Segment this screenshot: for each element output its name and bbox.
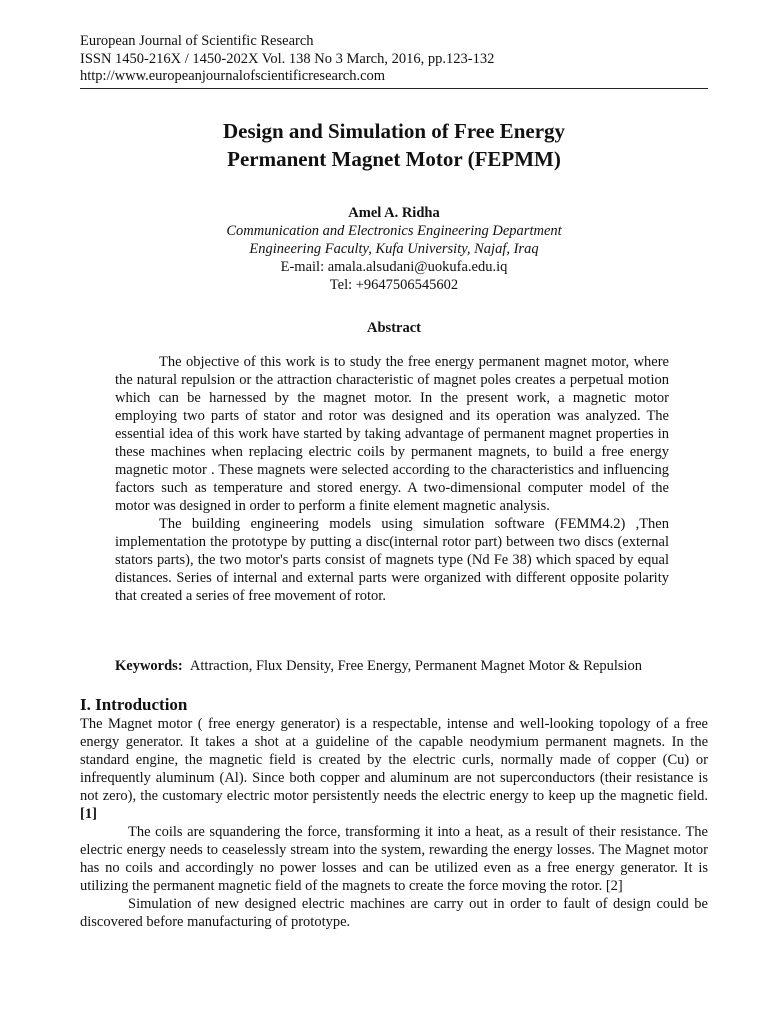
keywords-text: Attraction, Flux Density, Free Energy, Permanent Magnet Motor & Repulsion (189, 658, 643, 674)
author-department: Communication and Electronics Engineering Department (226, 223, 562, 239)
title-line-1: Design and Simulation of Free Energy (222, 119, 566, 143)
abstract-heading: Abstract (367, 320, 421, 336)
author-block (80, 204, 708, 294)
journal-url[interactable]: http://www.europeanjournalofscientificresearch.com (80, 68, 386, 84)
journal-header (80, 33, 494, 86)
abstract-paragraph-2: The building engineering models using simulation software (FEMM4.2) ,Then implementation the prototype by putting a disc(internal rotor part) between two discs (external stators parts), the two motor's parts consist of magnets type (Nd Fe 38) which spaced by equal distances. Series of internal and external parts were organized with different opposite polarity that created a series of free movement of rotor. (115, 516, 669, 604)
keywords-label: Keywords: (115, 658, 183, 674)
intro-paragraph-2: The coils are squandering the force, transforming it into a heat, as a result of their resistance. The electric energy needs to ceaselessly stream into the system, rewarding the energy losses. The Magnet motor has no coils and accordingly no power losses and can be utilized even as a free energy generator. It is utilizing the permanent magnetic field of the magnets to create the force moving the rotor. [2] (80, 824, 708, 894)
author-email: E-mail: amala.alsudani@uokufa.edu.iq (280, 259, 508, 275)
paper-title (80, 117, 708, 173)
intro-paragraph-3: Simulation of new designed electric machines are carry out in order to fault of design could be discovered before manufacturing of prototype. (80, 896, 708, 930)
journal-issn: ISSN 1450-216X / 1450-202X Vol. 138 No 3 March, 2016, pp.123-132 (80, 50, 495, 67)
author-name: Amel A. Ridha (348, 205, 440, 221)
intro-paragraph-1-text: The Magnet motor ( free energy generator) is a respectable, intense and well-looking topology of a free energy generator. It takes a shot at a guideline of the capable neodymium permanent magnets. In the standard engine, the magnetic field is created by the electric curls, normally made of copper (Cu) or infrequently aluminum (Al). Since both copper and aluminum are not superconductors (their resistance is not zero), the customary electric motor persistently needs the electric energy to keep up the magnetic field. (80, 716, 708, 804)
abstract-paragraph-1: The objective of this work is to study the free energy permanent magnet motor, where the natural repulsion or the attraction characteristic of magnet poles creates a perpetual motion which can be harnessed by the magnet motor. In the present work, a magnetic motor employing two parts of stator and rotor was designed and its operation was analyzed. The essential idea of this work have started by taking advantage of permanent magnet properties in these machines when replacing electric coils by permanent magnets, to build a free energy magnetic motor . These magnets were selected according to the characteristics and influencing factors such as temperature and stored energy. A two-dimensional computer model of the motor was designed in order to perform a finite element magnetic analysis. (115, 354, 669, 514)
citation-ref-1: [1] (80, 806, 97, 822)
abstract-body (115, 353, 669, 605)
title-line-2: Permanent Magnet Motor (FEPMM) (227, 147, 561, 171)
author-tel: Tel: +9647506545602 (329, 277, 459, 293)
author-faculty: Engineering Faculty, Kufa University, Najaf, Iraq (249, 241, 539, 257)
intro-paragraph-1 (80, 715, 708, 823)
keywords-line (115, 658, 642, 675)
introduction-body (80, 715, 708, 931)
section-heading-introduction: I. Introduction (80, 695, 188, 714)
header-rule (80, 88, 708, 89)
journal-name: European Journal of Scientific Research (80, 33, 314, 49)
